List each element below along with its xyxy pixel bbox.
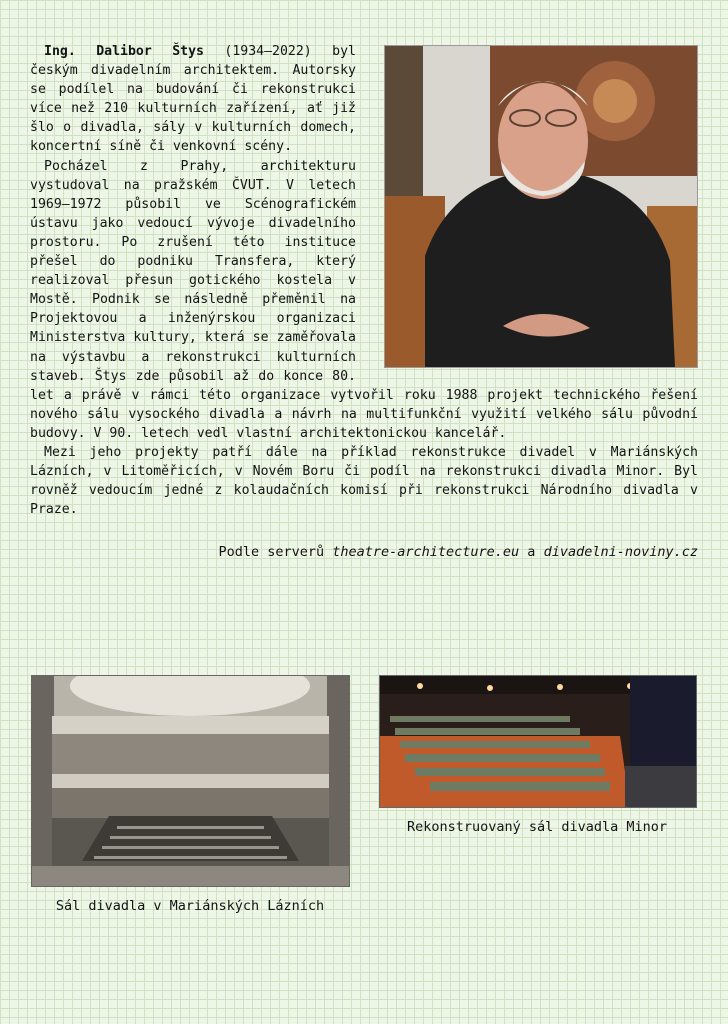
paragraph-2: Pocházel z Prahy, architekturu vystudoval na pražském ČVUT. V letech 1969–1972 působil ve Scénografickém ústavu jako vedoucí vývoje divadelního prostoru. Po zrušení této instituce přešel do podniku Transfera, který realizoval přesun gotického kostela v Mostě. Podnik se následně přeměnil na Projektovou a inženýrskou organizaci Ministerstva kultury, která se zaměřovala na výstavbu a rekonstrukci kulturních staveb. Štys zde působil až do konce 80. let a právě v rámci této organizace vytvořil roku 1988 projekt technického řešení nového sálu vysockého divadla a návrh na multifunkční využití velkého sálu původní budovy. V 90. letech vedl vlastní architektonickou kancelář.	[30, 158, 698, 441]
source-site-2: divadelni-noviny.cz	[543, 544, 698, 561]
minor-hall-illustration	[380, 676, 696, 807]
source-prefix: Podle serverů	[218, 544, 333, 561]
article	[30, 42, 698, 560]
source-site-1: theatre-architecture.eu	[332, 544, 520, 561]
portrait-illustration	[385, 46, 697, 367]
person-name: Ing. Dalibor Štys	[44, 44, 204, 59]
portrait-photo	[384, 45, 698, 368]
caption-right: Rekonstruovaný sál divadla Minor	[406, 819, 668, 835]
theatre-hall-illustration	[32, 676, 349, 886]
paragraph-1-text: (1934–2022) byl českým divadelním architektem. Autorsky se podílel na budování či rekonstrukci více než 210 kulturních zařízení, ať již šlo o divadla, sály v kulturních domech, koncertní síně či venkovní scény.	[30, 44, 356, 155]
source-and: a	[519, 544, 544, 561]
photo-minor	[379, 675, 697, 808]
paragraph-3: Mezi jeho projekty patří dále na příklad rekonstrukce divadel v Mariánských Lázních, v Litoměřicích, v Novém Boru či podíl na rekonstrukci divadla Minor. Byl rovněž vedoucím jedné z kolaudačních komisí při rekonstrukci Národního divadla v Praze.	[30, 444, 698, 518]
caption-left: Sál divadla v Mariánských Lázních	[55, 898, 325, 914]
photo-marianske-lazne	[31, 675, 350, 887]
source-line	[30, 544, 698, 560]
